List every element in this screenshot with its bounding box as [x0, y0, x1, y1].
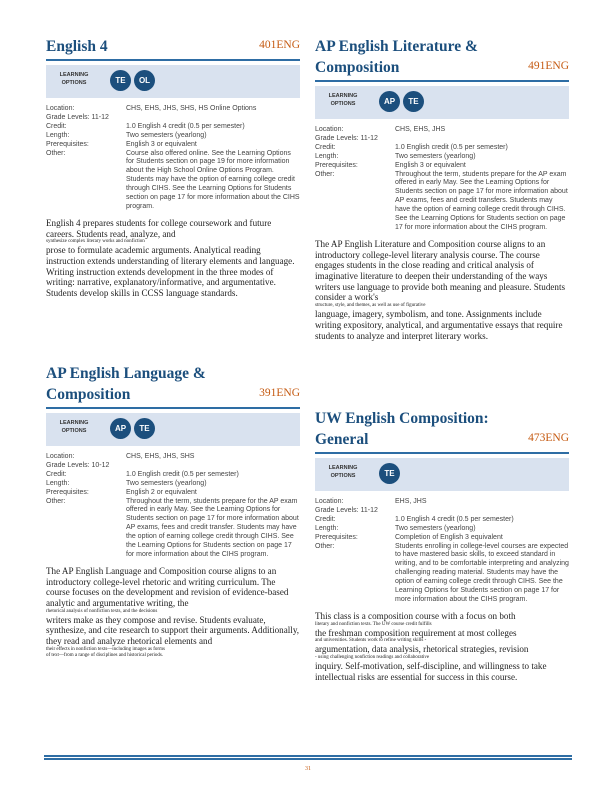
- detail-row: [315, 543, 569, 605]
- title-rule: [315, 80, 569, 82]
- description-text: their effects in nonfiction texts—including images as forms: [46, 646, 165, 652]
- detail-value: CHS, EHS, JHS, SHS, HS Online Options: [126, 105, 257, 112]
- detail-row: [46, 123, 300, 132]
- detail-row: [46, 480, 300, 489]
- course-details: [315, 126, 569, 233]
- detail-value: English 3 or equivalent: [395, 161, 466, 169]
- title-rule: [46, 407, 300, 409]
- learning-option-icon: TE: [110, 70, 131, 91]
- learning-options-band: [46, 413, 300, 446]
- course-code: 401ENG: [259, 39, 300, 51]
- detail-row: [315, 507, 569, 516]
- description-text: synthesize complex literary works and nonfiction: [46, 239, 145, 245]
- detail-row: [315, 135, 569, 144]
- description-text: inquiry. Self-motivation, self-discipline, and willingness to take intellectual risks are essential for success in this course.: [315, 660, 547, 682]
- detail-row: [315, 162, 569, 171]
- course-title-row: [315, 408, 569, 450]
- detail-value: Course also offered online. See the Learning Options for Students section on page 19 for more information about the High School Online Options Program. Students may have the option of earning college credit through CIHS. See the Learning Options for Students section on page 17 for more information about the CIHS program.: [126, 149, 300, 210]
- course-title-row: [315, 36, 569, 78]
- detail-row: [46, 498, 300, 560]
- description-text: argumentation, data analysis, rhetorical strategies, revision: [315, 644, 529, 655]
- detail-row: [315, 126, 569, 135]
- detail-key: Length:: [315, 524, 339, 532]
- title-rule: [46, 59, 300, 61]
- description-text: and universities. Students work to refine writing skills -: [315, 638, 427, 644]
- detail-row: [46, 489, 300, 498]
- learning-options-label: LEARNING OPTIONS: [59, 420, 89, 434]
- detail-key: Prerequisites:: [315, 533, 358, 541]
- detail-value: CHS, EHS, JHS, SHS: [126, 453, 195, 460]
- learning-options-icons: [379, 91, 424, 112]
- learning-option-icon: OL: [134, 70, 155, 91]
- detail-value: 1.0 English credit (0.5 per semester): [395, 143, 508, 151]
- learning-options-label: LEARNING OPTIONS: [328, 465, 358, 479]
- detail-key: Location:: [46, 453, 75, 460]
- detail-key: Location:: [46, 105, 75, 112]
- description-text: language, imagery, symbolism, and tone. Assignments include writing expository, analytical, and argumentative essays that require students to analyze and interpret literary works.: [315, 309, 563, 341]
- detail-row: [46, 453, 300, 462]
- detail-key: Other:: [46, 497, 66, 505]
- detail-row: [315, 153, 569, 162]
- learning-options-icons: [379, 463, 400, 484]
- learning-options-icons: [110, 70, 155, 91]
- description-text: The AP English Language and Composition course aligns to an introductory college-level rhetoric and writing curriculum. The course focuses on the development and revision of evidence-based analytic and argumentative writing, the: [46, 565, 289, 608]
- course-description: [46, 218, 300, 299]
- detail-key: Prerequisites:: [315, 161, 358, 169]
- detail-key: Prerequisites:: [46, 488, 89, 496]
- description-text: The AP English Literature and Composition course aligns to an introductory college-level literary analysis course. The course engages students in the close reading and critical analysis of imaginative literature to deepen their understanding of the ways writers use language to provide both meaning and pleasure. Students consider a work's: [315, 238, 566, 303]
- detail-value: Throughout the term, students prepare for the AP exam offered in early May. See the Learning Options for Students section on page 17 for more information about AP exams, fees and credit transfer. Students may have the option of earning college credit through CIHS. See the Learning Options for Students section on page 17 for more information about the CIHS program.: [126, 497, 299, 558]
- detail-key: Credit:: [46, 470, 67, 478]
- course-description: [315, 239, 569, 341]
- course-title: AP English Literature & Composition: [315, 38, 478, 76]
- detail-value: CHS, EHS, JHS: [395, 126, 446, 133]
- detail-value: [126, 462, 300, 471]
- course-ap-english-literature: [315, 36, 569, 341]
- detail-value: EHS, JHS: [395, 498, 427, 505]
- detail-row: [315, 171, 569, 233]
- detail-row: [315, 534, 569, 543]
- detail-row: [315, 516, 569, 525]
- detail-key: Location:: [315, 126, 344, 133]
- detail-key: Grade Levels: 10-12: [46, 461, 110, 469]
- detail-value: Throughout the term, students prepare for the AP exam offered in early May. See the Learning Options for Students section on page 17 for more information about AP exams, fees and credit transfers. Students may have the option of earning college credit through CIHS. See the Learning Options for Students section on page 17 for more information about the CIHS program.: [395, 170, 568, 231]
- course-title: AP English Language & Composition: [46, 365, 206, 403]
- detail-key: Length:: [46, 479, 70, 487]
- learning-options-label: LEARNING OPTIONS: [59, 72, 89, 86]
- detail-row: [46, 471, 300, 480]
- detail-key: Location:: [315, 498, 344, 505]
- detail-key: Credit:: [315, 143, 336, 151]
- detail-row: [46, 105, 300, 114]
- description-text: literary and nonfiction texts. The UW course credit fulfills: [315, 621, 432, 627]
- detail-key: Grade Levels: 11-12: [315, 134, 378, 142]
- page-number: 31: [305, 766, 311, 772]
- detail-value: [395, 507, 569, 516]
- course-ap-english-language: [46, 363, 300, 659]
- description-text: - using challenging nonfiction readings and collaborative: [315, 654, 430, 660]
- detail-value: 1.0 English 4 credit (0.5 per semester): [126, 122, 245, 130]
- footer-rule-2: [44, 758, 572, 760]
- course-code: 473ENG: [528, 432, 569, 444]
- learning-options-band: [46, 65, 300, 98]
- course-title: English 4: [46, 38, 108, 55]
- course-title-row: [46, 363, 300, 405]
- description-text: of text—from a range of disciplines and historical periods.: [46, 652, 164, 658]
- learning-options-band: [315, 86, 569, 119]
- course-uw-english-composition: [315, 408, 569, 682]
- course-code: 391ENG: [259, 387, 300, 399]
- detail-key: Credit:: [315, 515, 336, 523]
- detail-row: [46, 150, 300, 212]
- detail-value: English 3 or equivalent: [126, 140, 197, 148]
- footer-rule: [44, 755, 572, 757]
- learning-option-icon: TE: [379, 463, 400, 484]
- detail-value: Completion of English 3 equivalent: [395, 533, 503, 541]
- detail-value: Two semesters (yearlong): [395, 524, 476, 532]
- title-rule: [315, 452, 569, 454]
- detail-row: [315, 525, 569, 534]
- course-details: [46, 453, 300, 560]
- detail-value: [126, 114, 300, 123]
- detail-row: [46, 462, 300, 471]
- learning-options-icons: [110, 418, 155, 439]
- detail-key: Other:: [46, 149, 66, 157]
- description-text: This class is a composition course with a focus on both: [315, 610, 516, 621]
- course-details: [315, 498, 569, 605]
- detail-key: Length:: [315, 152, 339, 160]
- learning-option-icon: AP: [110, 418, 131, 439]
- detail-row: [46, 141, 300, 150]
- detail-value: Two semesters (yearlong): [126, 479, 207, 487]
- learning-option-icon: AP: [379, 91, 400, 112]
- detail-value: Two semesters (yearlong): [395, 152, 476, 160]
- detail-key: Grade Levels: 11-12: [46, 113, 109, 121]
- detail-value: 1.0 English credit (0.5 per semester): [126, 470, 239, 478]
- detail-key: Other:: [315, 542, 335, 550]
- description-text: prose to formulate academic arguments. Analytical reading instruction extends understanding of literary elements and language. Writing instruction extends development in the three modes of writing: narrative, explanatory/informative, and argumentative. Students develop skills in CCSS language standards.: [46, 245, 295, 299]
- course-english-4: [46, 36, 300, 299]
- course-title-row: [46, 36, 300, 57]
- learning-options-label: LEARNING OPTIONS: [328, 93, 358, 107]
- description-text: English 4 prepares students for college coursework and future careers. Students read, analyze, and: [46, 217, 272, 239]
- detail-value: English 2 or equivalent: [126, 488, 197, 496]
- detail-row: [46, 132, 300, 141]
- course-details: [46, 105, 300, 212]
- learning-option-icon: TE: [134, 418, 155, 439]
- detail-value: Students enrolling in college-level courses are expected to have mastered basic skills, to exceed standard in writing, and to be comfortable interpreting and analyzing challenging reading material. Students may have the option of earning college credit through CIHS. See the Learning Options for Students section on page 17 for more information about the CIHS program.: [395, 542, 569, 603]
- detail-value: [395, 135, 569, 144]
- course-title: UW English Composition: General: [315, 410, 489, 448]
- course-code: 491ENG: [528, 60, 569, 72]
- detail-key: Credit:: [46, 122, 67, 130]
- detail-key: Other:: [315, 170, 335, 178]
- detail-key: Grade Levels: 11-12: [315, 506, 378, 514]
- course-description: [46, 566, 300, 659]
- description-text: writers make as they compose and revise. Students evaluate, synthesize, and cite research to support their arguments. Additionally, they read and analyze rhetorical elements and: [46, 614, 300, 647]
- detail-value: 1.0 English 4 credit (0.5 per semester): [395, 515, 514, 523]
- description-text: the freshman composition requirement at most colleges: [315, 627, 517, 638]
- detail-value: Two semesters (yearlong): [126, 131, 207, 139]
- detail-row: [46, 114, 300, 123]
- learning-option-icon: TE: [403, 91, 424, 112]
- description-text: rhetorical analysis of nonfiction texts, and the decisions: [46, 608, 158, 614]
- learning-options-band: [315, 458, 569, 491]
- description-text: structure, style, and themes, as well as use of figurative: [315, 303, 426, 309]
- detail-key: Prerequisites:: [46, 140, 89, 148]
- detail-key: Length:: [46, 131, 70, 139]
- course-description: [315, 611, 569, 683]
- detail-row: [315, 144, 569, 153]
- detail-row: [315, 498, 569, 507]
